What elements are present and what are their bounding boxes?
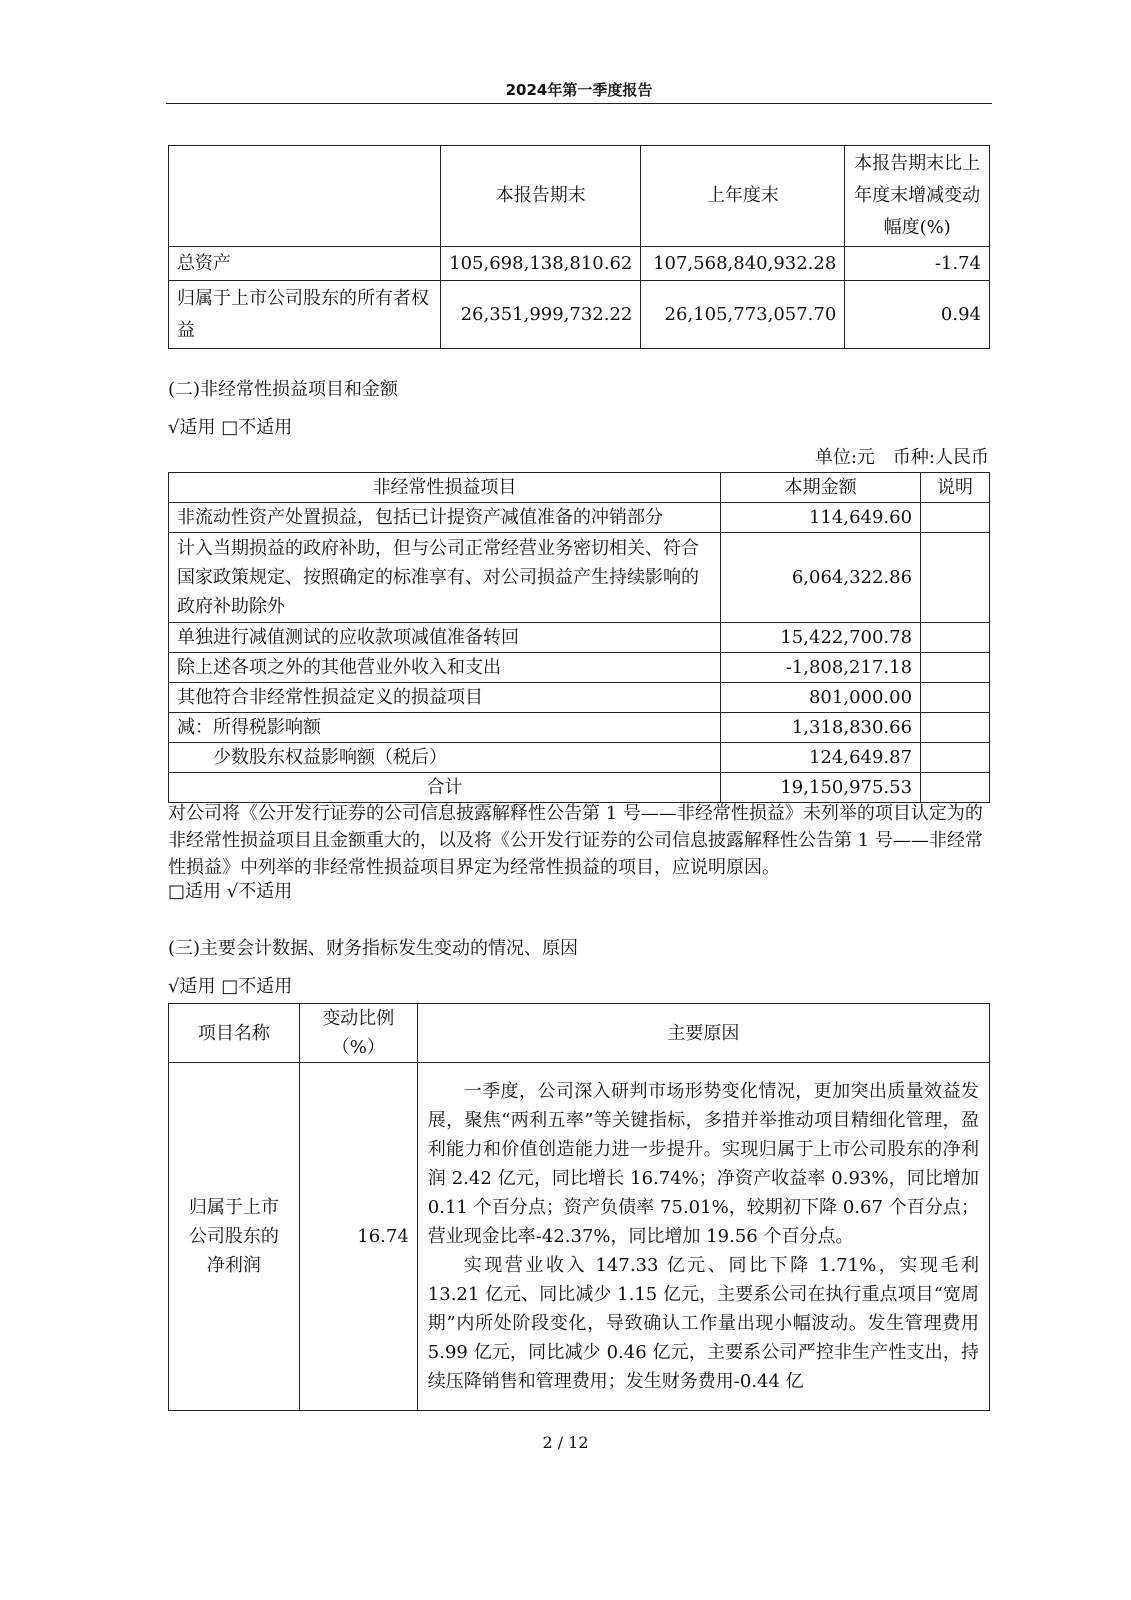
col-amount-header: 本期金额 (721, 473, 921, 503)
unit-currency-note: 单位:元 币种:人民币 (814, 447, 989, 468)
col-change-header: 本报告期末比上年度末增减变动幅度(%) (845, 146, 990, 247)
table-header-row (169, 146, 990, 247)
col-ratio-header: 变动比例（%） (299, 1004, 417, 1063)
amount-cell: 1,318,830.66 (721, 713, 921, 743)
row-label: 归属于上市公司股东的所有者权益 (169, 281, 441, 349)
col-item-header: 非经常性损益项目 (169, 473, 721, 503)
table-row (169, 1063, 990, 1411)
section-title: (三)主要会计数据、财务指标发生变动的情况、原因 (168, 938, 579, 959)
disclosure-statement: 对公司将《公开发行证券的公司信息披露解释性公告第 1 号——非经常性损益》未列举的项目认定为的非经常性损益项目且金额重大的，以及将《公开发行证券的公司信息披露解释性公告第 1 号——非经常性损益》中列举的非经常性损益项目界定为经常性损益的项目，应说明原因。 (168, 803, 983, 878)
note-cell (921, 713, 990, 743)
item-cell: 其他符合非经常性损益定义的损益项目 (169, 683, 721, 713)
col-current-header: 本报告期末 (441, 146, 641, 247)
note-cell (921, 683, 990, 713)
col-note-header: 说明 (921, 473, 990, 503)
applicability-status: √适用 □不适用 (168, 976, 293, 997)
col-reason-header: 主要原因 (417, 1004, 989, 1063)
table-row (169, 743, 990, 773)
row-label: 总资产 (169, 247, 441, 281)
row-current-value: 105,698,138,810.62 (441, 247, 641, 281)
report-header-title: 2024年第一季度报告 (505, 81, 653, 99)
table-row (169, 533, 990, 623)
item-cell: 非流动性资产处置损益，包括已计提资产减值准备的冲销部分 (169, 503, 721, 533)
table-row (169, 503, 990, 533)
changes-reason-table (168, 1003, 990, 1411)
applicability-status: √适用 □不适用 (168, 417, 293, 438)
table-header-row (169, 473, 990, 503)
amount-cell: -1,808,217.18 (721, 653, 921, 683)
row-prior-value: 26,105,773,057.70 (641, 281, 845, 349)
header-divider (166, 103, 992, 104)
table-row (169, 281, 990, 349)
total-amount: 19,150,975.53 (721, 773, 921, 803)
note-cell (921, 503, 990, 533)
item-cell: 归属于上市公司股东的净利润 (169, 1063, 300, 1411)
note-cell (921, 623, 990, 653)
table-row (169, 713, 990, 743)
table-row (169, 623, 990, 653)
page-number: 2 / 12 (542, 1433, 589, 1452)
item-cell: 少数股东权益影响额（税后） (169, 743, 721, 773)
row-change-value: -1.74 (845, 247, 990, 281)
table-row (169, 683, 990, 713)
reason-paragraph: 实现营业收入 147.33 亿元、同比下降 1.71%，实现毛利 13.21 亿元、同比减少 1.15 亿元，主要系公司在执行重点项目“宽周期”内所处阶段变化，导致确认工作量出现小幅波动。发生管理费用 5.99 亿元，同比减少 0.46 亿元，主要系公司严控非生产性支出，持续压降销售和管理费用；发生财务费用-0.44 亿 (427, 1255, 979, 1392)
table-header-row (169, 1004, 990, 1063)
row-current-value: 26,351,999,732.22 (441, 281, 641, 349)
table-row (169, 247, 990, 281)
table-total-row (169, 773, 990, 803)
statement-applicability-status: □适用 √不适用 (168, 881, 293, 902)
note-cell (921, 653, 990, 683)
total-label: 合计 (169, 773, 721, 803)
table-row (169, 653, 990, 683)
amount-cell: 114,649.60 (721, 503, 921, 533)
note-cell (921, 773, 990, 803)
empty-header-cell (169, 146, 441, 247)
section-title: (二)非经常性损益项目和金额 (168, 379, 399, 400)
col-item-header: 项目名称 (169, 1004, 300, 1063)
reason-paragraph: 一季度，公司深入研判市场形势变化情况，更加突出质量效益发展，聚焦“两利五率”等关键指标，多措并举推动项目精细化管理，盈利能力和价值创造能力进一步提升。实现归属于上市公司股东的净利润 2.42 亿元，同比增长 16.74%；净资产收益率 0.93%，同比增加 0.11 个百分点；资产负债率 75.01%，较期初下降 0.67 个百分点；营业现金比率-42.37%，同比增加 19.56 个百分点。 (427, 1081, 979, 1247)
item-cell: 除上述各项之外的其他营业外收入和支出 (169, 653, 721, 683)
col-prior-header: 上年度末 (641, 146, 845, 247)
non-recurring-items-table (168, 472, 990, 803)
row-change-value: 0.94 (845, 281, 990, 349)
ratio-cell: 16.74 (299, 1063, 417, 1411)
amount-cell: 15,422,700.78 (721, 623, 921, 653)
amount-cell: 801,000.00 (721, 683, 921, 713)
item-cell: 计入当期损益的政府补助，但与公司正常经营业务密切相关、符合国家政策规定、按照确定的标准享有、对公司损益产生持续影响的政府补助除外 (169, 533, 721, 623)
balance-summary-table (168, 145, 990, 349)
note-cell (921, 533, 990, 623)
note-cell (921, 743, 990, 773)
item-cell: 单独进行减值测试的应收款项减值准备转回 (169, 623, 721, 653)
amount-cell: 124,649.87 (721, 743, 921, 773)
amount-cell: 6,064,322.86 (721, 533, 921, 623)
row-prior-value: 107,568,840,932.28 (641, 247, 845, 281)
reason-cell (417, 1063, 989, 1411)
item-cell: 减：所得税影响额 (169, 713, 721, 743)
